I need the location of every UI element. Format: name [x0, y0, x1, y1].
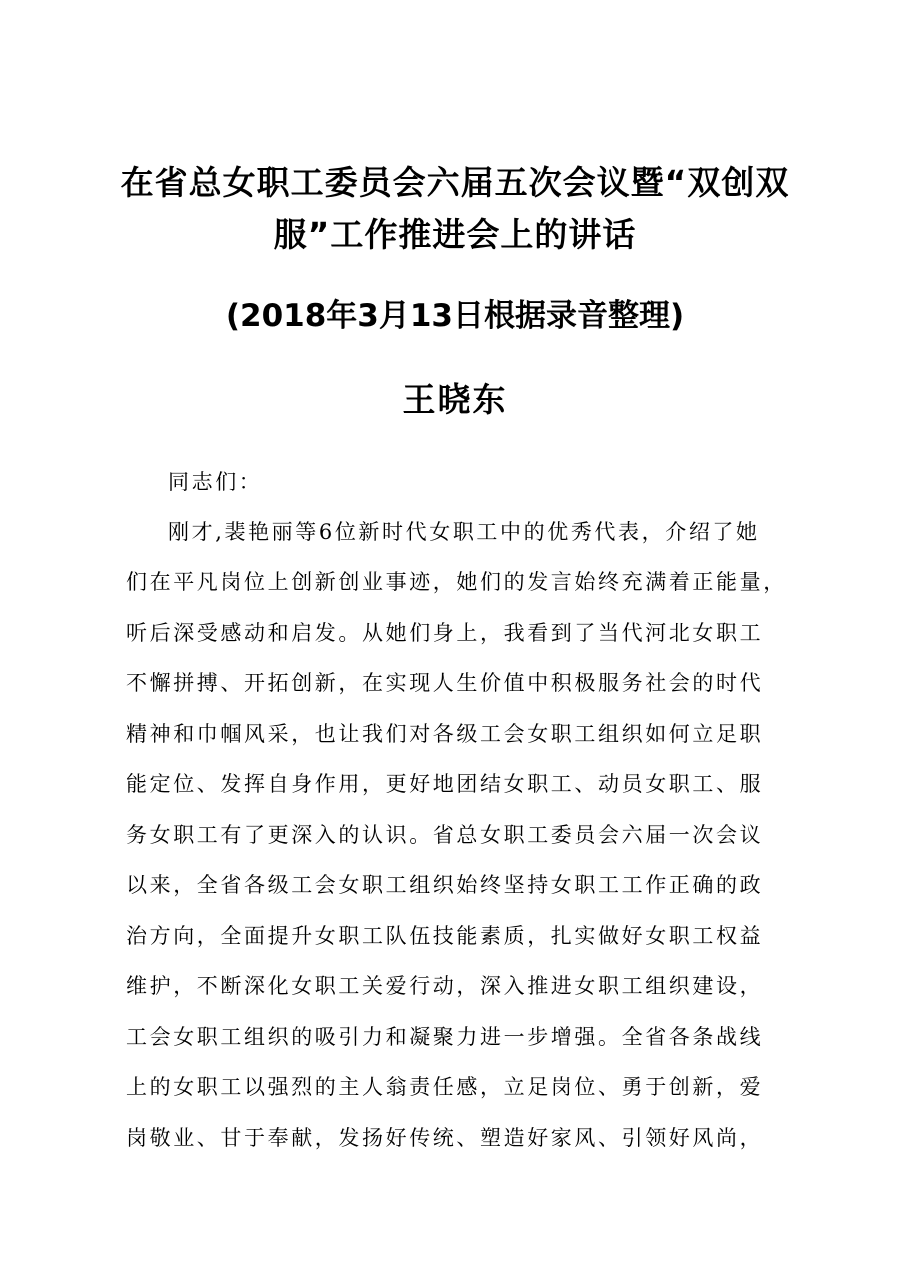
body-line: 精神和巾帼风采，也让我们对各级工会女职工组织如何立足职: [126, 722, 764, 746]
body-line: 工会女职工组织的吸引力和凝聚力进一步增强。全省各条战线: [126, 1025, 764, 1049]
document-title-line-2: 服”工作推进会上的讲话: [273, 215, 637, 254]
body-line: 上的女职工以强烈的主人翁责任感，立足岗位、勇于创新，爱: [126, 1075, 764, 1099]
body-line: 以来，全省各级工会女职工组织始终坚持女职工工作正确的政: [126, 873, 764, 897]
document-subtitle: (2018年3月13日根据录音整理): [225, 298, 685, 334]
document-title-line-1: 在省总女职工委员会六届五次会议暨“双创双: [120, 163, 790, 202]
body-line: 岗敬业、甘于奉献，发扬好传统、塑造好家风、引领好风尚，: [126, 1126, 764, 1150]
salutation: 同志们：: [168, 470, 263, 494]
document-author: 王晓东: [402, 380, 508, 419]
body-line: 能定位、发挥自身作用，更好地团结女职工、动员女职工、服: [126, 772, 764, 796]
body-line: 刚才,裴艳丽等6位新时代女职工中的优秀代表，介绍了她: [168, 520, 760, 544]
body-line: 听后深受感动和启发。从她们身上，我看到了当代河北女职工: [126, 621, 764, 645]
body-line: 治方向，全面提升女职工队伍技能素质，扎实做好女职工权益: [126, 924, 764, 948]
body-line: 务女职工有了更深入的认识。省总女职工委员会六届一次会议: [126, 823, 764, 847]
body-line: 不懈拼搏、开拓创新，在实现人生价值中积极服务社会的时代: [126, 671, 764, 695]
body-line: 们在平凡岗位上创新创业事迹，她们的发言始终充满着正能量，: [126, 570, 787, 594]
body-line: 维护，不断深化女职工关爱行动，深入推进女职工组织建设，: [126, 974, 764, 998]
